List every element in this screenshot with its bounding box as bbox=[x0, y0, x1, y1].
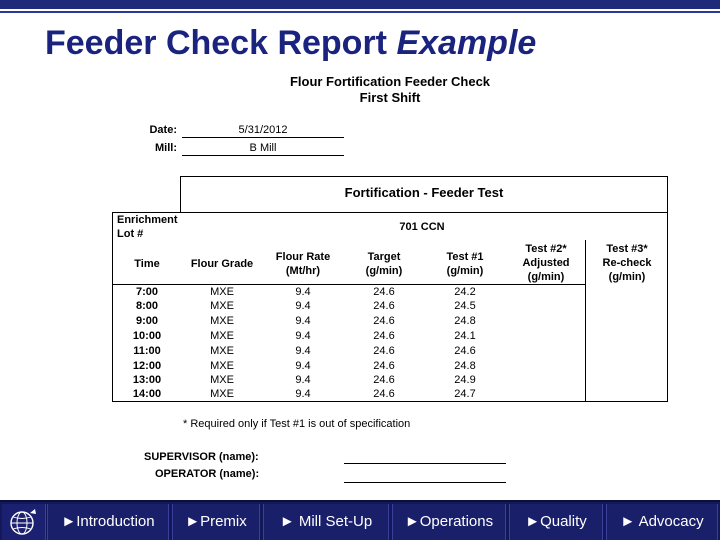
header-time: Time bbox=[134, 258, 160, 270]
document-title-line2: First Shift bbox=[359, 90, 421, 105]
nav-item-quality[interactable]: ►Quality bbox=[509, 504, 603, 540]
row-target: 24.6 bbox=[373, 360, 395, 372]
row-rate: 9.4 bbox=[295, 315, 311, 327]
nav-item-introduction[interactable]: ►Introduction bbox=[47, 504, 169, 540]
row-grade: MXE bbox=[210, 374, 234, 386]
row-rate: 9.4 bbox=[295, 345, 311, 357]
header-test1 bbox=[424, 250, 506, 278]
enrichment-label-line2: Lot # bbox=[117, 228, 144, 240]
mill-label: Mill: bbox=[155, 142, 177, 154]
row-grade: MXE bbox=[210, 300, 234, 312]
row-rate: 9.4 bbox=[295, 360, 311, 372]
header-test2-line3: (g/min) bbox=[527, 271, 565, 283]
row-target: 24.6 bbox=[373, 286, 395, 298]
slide-title-italic: Example bbox=[396, 24, 537, 62]
nav-item-mill-set-up[interactable]: ► Mill Set-Up bbox=[263, 504, 389, 540]
row-rate: 9.4 bbox=[295, 388, 311, 400]
header-flour-rate-line2: (Mt/hr) bbox=[285, 265, 321, 277]
row-grade: MXE bbox=[210, 315, 234, 327]
row-test1: 24.8 bbox=[454, 315, 476, 327]
table-border-right bbox=[667, 176, 668, 402]
header-flour-rate bbox=[262, 250, 344, 278]
row-target: 24.6 bbox=[373, 300, 395, 312]
enrichment-label-line1: Enrichment bbox=[117, 214, 178, 226]
row-test1: 24.1 bbox=[454, 330, 476, 342]
operator-label: OPERATOR (name): bbox=[155, 468, 260, 480]
row-test1: 24.6 bbox=[454, 345, 476, 357]
header-test3-line2: Re-check bbox=[602, 257, 652, 269]
header-target bbox=[344, 250, 424, 278]
row-time: 13:00 bbox=[132, 374, 162, 386]
row-rate: 9.4 bbox=[295, 300, 311, 312]
header-test3-line1: Test #3* bbox=[606, 243, 648, 255]
row-grade: MXE bbox=[210, 345, 234, 357]
bottom-nav-bar bbox=[0, 500, 720, 540]
row-grade: MXE bbox=[210, 388, 234, 400]
nav-item-premix[interactable]: ►Premix bbox=[172, 504, 260, 540]
document-title-line1: Flour Fortification Feeder Check bbox=[289, 74, 491, 89]
row-target: 24.6 bbox=[373, 315, 395, 327]
row-rate: 9.4 bbox=[295, 374, 311, 386]
slide-title-main: Feeder Check Report bbox=[45, 24, 387, 62]
date-value: 5/31/2012 bbox=[182, 124, 344, 138]
feeder-test-table bbox=[112, 176, 668, 402]
header-target-line2: (g/min) bbox=[365, 265, 403, 277]
row-grade: MXE bbox=[210, 360, 234, 372]
supervisor-signature-line bbox=[344, 463, 506, 464]
row-time: 9:00 bbox=[135, 315, 159, 327]
row-rate: 9.4 bbox=[295, 286, 311, 298]
footnote: * Required only if Test #1 is out of specification bbox=[183, 418, 411, 430]
document-title bbox=[250, 74, 530, 106]
row-grade: MXE bbox=[210, 286, 234, 298]
row-time: 14:00 bbox=[132, 388, 162, 400]
row-time: 8:00 bbox=[135, 300, 159, 312]
globe-logo-icon bbox=[2, 504, 46, 540]
row-time: 10:00 bbox=[132, 330, 162, 342]
header-flour-rate-line1: Flour Rate bbox=[275, 251, 331, 263]
top-bar-thin-line bbox=[0, 11, 720, 13]
row-target: 24.6 bbox=[373, 345, 395, 357]
header-test1-line2: (g/min) bbox=[446, 265, 484, 277]
operator-signature-line bbox=[344, 482, 506, 483]
row-test1: 24.8 bbox=[454, 360, 476, 372]
row-rate: 9.4 bbox=[295, 330, 311, 342]
header-test2-line1: Test #2* bbox=[525, 243, 567, 255]
top-decor-bar bbox=[0, 0, 720, 16]
section-title: Fortification - Feeder Test bbox=[344, 185, 504, 200]
table-border-top bbox=[180, 176, 668, 177]
row-target: 24.6 bbox=[373, 374, 395, 386]
nav-item-operations[interactable]: ►Operations bbox=[392, 504, 506, 540]
row-test1: 24.5 bbox=[454, 300, 476, 312]
nav-item-advocacy[interactable]: ► Advocacy bbox=[606, 504, 718, 540]
top-bar-dark-band bbox=[0, 0, 720, 9]
enrichment-label bbox=[112, 213, 184, 241]
row-time: 11:00 bbox=[133, 345, 161, 357]
header-target-line1: Target bbox=[367, 251, 401, 263]
row-grade: MXE bbox=[210, 330, 234, 342]
header-test2-line2: Adjusted bbox=[522, 257, 570, 269]
row-target: 24.6 bbox=[373, 388, 395, 400]
row-target: 24.6 bbox=[373, 330, 395, 342]
row-test1: 24.7 bbox=[454, 388, 476, 400]
supervisor-label: SUPERVISOR (name): bbox=[144, 451, 259, 463]
enrichment-value: 701 CCN bbox=[399, 221, 445, 233]
slide-title bbox=[45, 24, 536, 63]
mill-value: B Mill bbox=[182, 142, 344, 156]
row-time: 7:00 bbox=[135, 286, 159, 298]
row-time: 12:00 bbox=[132, 360, 162, 372]
header-test1-line1: Test #1 bbox=[446, 251, 484, 263]
date-label: Date: bbox=[149, 124, 177, 136]
header-flour-grade: Flour Grade bbox=[190, 258, 254, 270]
row-test1: 24.9 bbox=[454, 374, 476, 386]
table-border-bottom bbox=[112, 401, 668, 402]
header-test2 bbox=[506, 242, 586, 284]
header-test3-line3: (g/min) bbox=[608, 271, 646, 283]
row-test1: 24.2 bbox=[454, 286, 476, 298]
table-border-mid bbox=[112, 212, 668, 213]
header-test3 bbox=[586, 242, 668, 284]
